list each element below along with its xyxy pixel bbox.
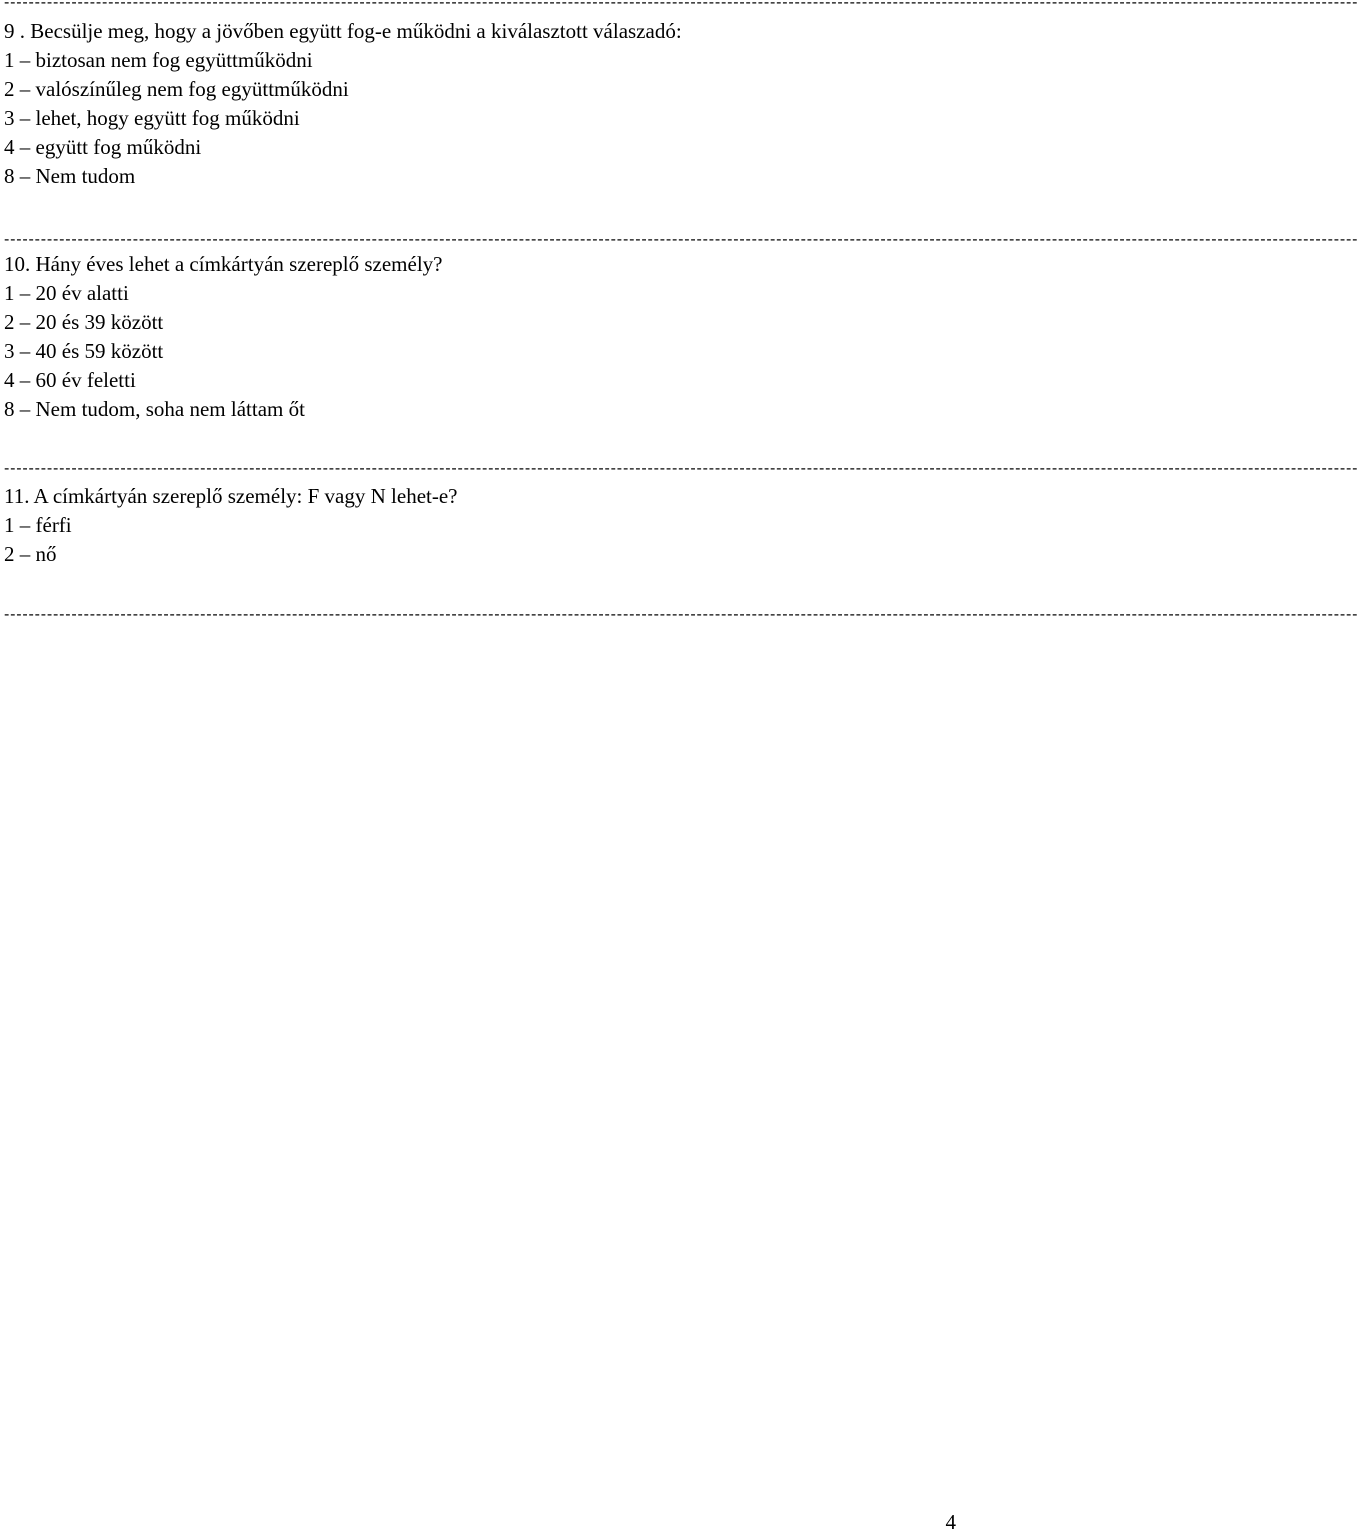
answer-option: 8 – Nem tudom: [4, 164, 136, 188]
question-11: [4, 482, 458, 569]
answer-option: 8 – Nem tudom, soha nem láttam őt: [4, 397, 305, 421]
separator-line: -----------------------------------------------------------------------------------------------------------------------------------------------------------------------------------------------------------------------------: [4, 606, 1358, 623]
question-10: [4, 250, 442, 424]
answer-option: 1 – férfi: [4, 513, 72, 537]
answer-option: 2 – 20 és 39 között: [4, 310, 164, 334]
answer-option: 4 – együtt fog működni: [4, 135, 202, 159]
answer-option: 1 – biztosan nem fog együttműködni: [4, 48, 313, 72]
answer-option: 3 – 40 és 59 között: [4, 339, 164, 363]
question-prompt: 9 . Becsülje meg, hogy a jövőben együtt fog-e működni a kiválasztott válaszadó:: [4, 19, 682, 43]
question-prompt: 11. A címkártyán szereplő személy: F vagy N lehet-e?: [4, 484, 458, 508]
separator-line: -----------------------------------------------------------------------------------------------------------------------------------------------------------------------------------------------------------------------------: [4, 460, 1358, 477]
separator-line: -----------------------------------------------------------------------------------------------------------------------------------------------------------------------------------------------------------------------------: [4, 0, 1358, 11]
answer-option: 1 – 20 év alatti: [4, 281, 129, 305]
answer-option: 2 – valószínűleg nem fog együttműködni: [4, 77, 349, 101]
answer-option: 3 – lehet, hogy együtt fog működni: [4, 106, 300, 130]
question-9: [4, 17, 682, 191]
answer-option: 4 – 60 év feletti: [4, 368, 136, 392]
question-prompt: 10. Hány éves lehet a címkártyán szereplő személy?: [4, 252, 443, 276]
page-number: 4: [945, 1510, 956, 1534]
answer-option: 2 – nő: [4, 542, 57, 566]
separator-line: -----------------------------------------------------------------------------------------------------------------------------------------------------------------------------------------------------------------------------: [4, 231, 1358, 248]
